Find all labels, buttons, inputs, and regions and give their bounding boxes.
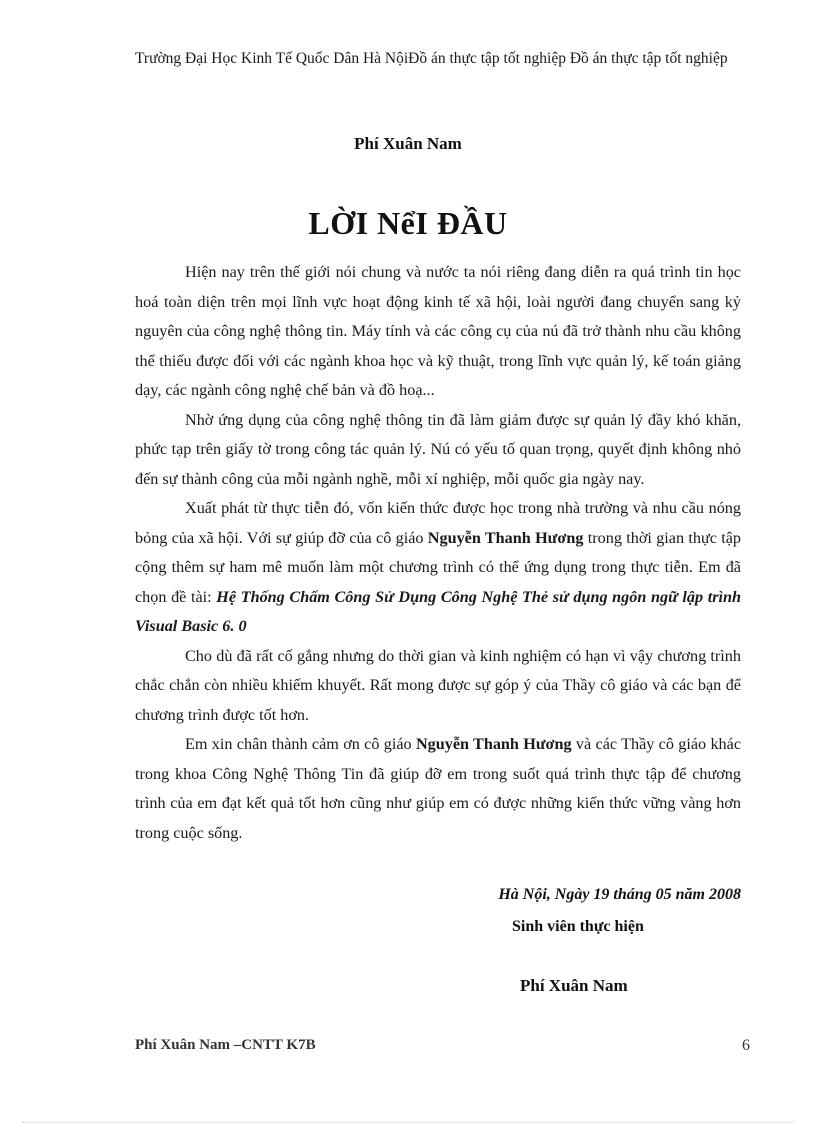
- paragraph-5: [135, 730, 741, 848]
- date-line: Hà Nội, Ngày 19 tháng 05 năm 2008: [498, 886, 741, 903]
- page-title: LỜI NểI ĐẦU: [308, 205, 508, 241]
- advisor-name: Nguyễn Thanh Hương: [427, 528, 584, 547]
- page-header: Trường Đại Học Kinh Tế Quốc Dân Hà NộiĐồ án thực tập tốt nghiệp Đồ án thực tập tốt nghiệp: [135, 50, 728, 67]
- document-body: [135, 258, 741, 848]
- paragraph-3: [135, 494, 741, 642]
- page-number: 6: [742, 1037, 750, 1054]
- advisor-name-2: Nguyễn Thanh Hương: [415, 735, 572, 753]
- signer-name: Phí Xuân Nam: [520, 976, 628, 995]
- thesis-topic: Hệ Thống Chấm Công Sử Dụng Công Nghệ Thẻ sử dụng ngôn ngữ lập trình Visual Basic 6. 0: [135, 587, 741, 635]
- paragraph-3-text-a: Xuất phát từ thực tiễn đó, vốn kiến thức được học trong nhà trường và nhu cầu nóng bỏng của xã hội. Với sự giúp đỡ của cô giáo: [135, 499, 741, 547]
- paragraph-1: Hiện nay trên thế giới nói chung và nước ta nói riêng đang diễn ra quá trình tin học hoá toàn diện trên mọi lĩnh vực hoạt động kinh tế xã hội, loài người đang chuyển sang kỷ nguyên của công nghệ thông tin. Máy tính và các công cụ của nú đã trở thành nhu cầu không thể thiếu được đối với các ngành khoa học và kỹ thuật, trong lĩnh vực quản lý, kế toán giảng dạy, các ngành công nghệ chế bản và đồ hoạ...: [135, 263, 741, 399]
- signer-role: Sinh viên thực hiện: [512, 918, 644, 935]
- paragraph-5-text-b: và các Thầy cô giáo khác trong khoa Công Nghệ Thông Tin đã giúp đỡ em trong suốt quá trình thực tập để chương trình của em đạt kết quả tốt hơn cũng như giúp em có được những kiến thức vững vàng hơn trong cuộc sống.: [135, 735, 741, 842]
- paragraph-4: Cho dù đã rất cố gắng nhưng do thời gian và kinh nghiệm có hạn vì vậy chương trình chắc chắn còn nhiều khiếm khuyết. Rất mong được sự góp ý của Thầy cô giáo và các bạn để chương trình được tốt hơn.: [135, 646, 741, 724]
- paragraph-5-text-a: Em xin chân thành cảm ơn cô giáo: [185, 735, 416, 753]
- footer-author: Phí Xuân Nam –CNTT K7B: [135, 1037, 316, 1053]
- paragraph-3-text-b: trong thời gian thực tập cộng thêm sự ham mê muốn làm một chương trình có thể ứng dụng trong thực tiễn. Em đã chọn đề tài:: [135, 528, 741, 606]
- author-name-top: Phí Xuân Nam: [354, 134, 462, 153]
- paragraph-2: Nhờ ứng dụng của công nghệ thông tin đã làm giảm được sự quản lý đầy khó khăn, phức tạp trên giấy tờ trong công tác quản lý. Nú có yếu tố quan trọng, quyết định không nhỏ đến sự thành công của mỗi ngành nghề, mỗi xí nghiệp, mỗi quốc gia ngày nay.: [135, 410, 741, 488]
